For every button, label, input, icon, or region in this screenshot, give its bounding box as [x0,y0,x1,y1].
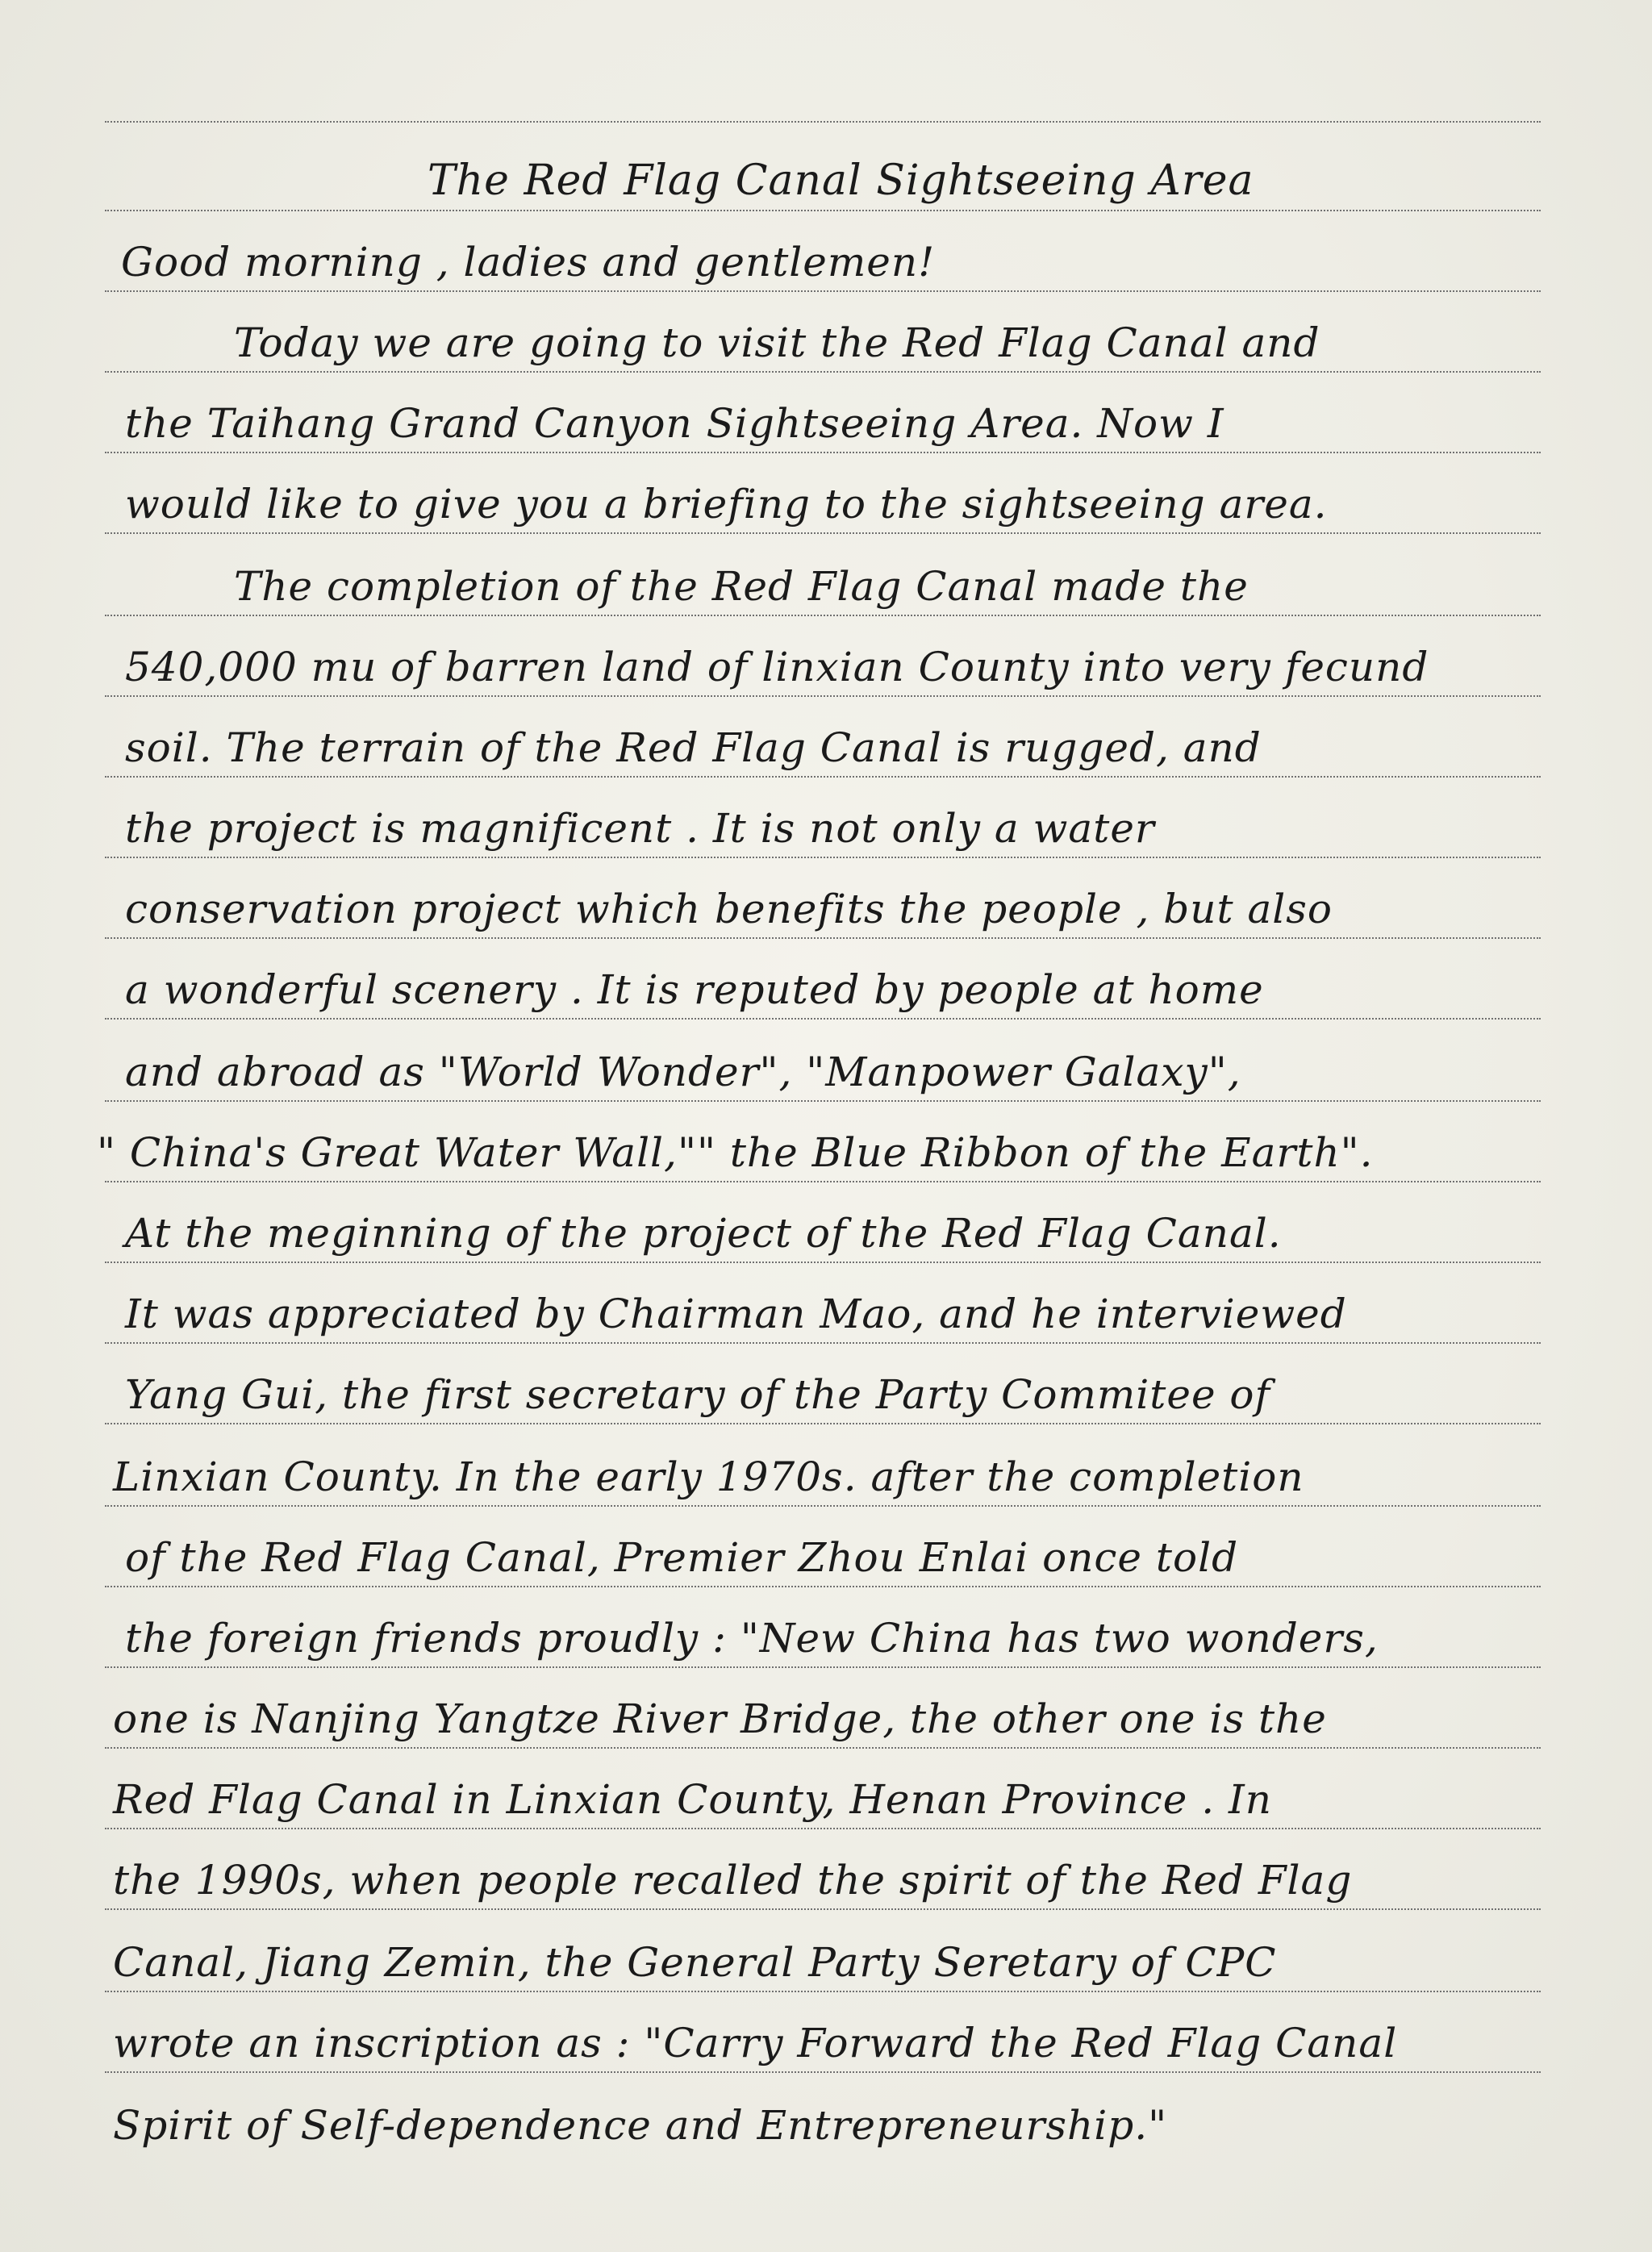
line-text: one is Nanjing Yangtze River Bridge, the other one is the [113,1695,1327,1742]
text-line [105,1586,1541,1666]
line-text: soil. The terrain of the Red Flag Canal is rugged, and [125,724,1262,771]
text-line [105,937,1541,1018]
document-title-row [105,129,1541,210]
text-line [105,1747,1541,1828]
line-text: and abroad as "World Wonder", "Manpower Galaxy", [125,1049,1241,1095]
rule-line [105,121,1541,123]
line-text: " China's Great Water Wall,"" the Blue Ribbon of the Earth". [97,1129,1374,1176]
line-text: Yang Gui, the first secretary of the Party Commitee of [125,1371,1271,1418]
text-line [105,452,1541,532]
line-text: Today we are going to visit the Red Flag Canal and [234,319,1320,366]
text-line [105,1020,1541,1100]
line-text: of the Red Flag Canal, Premier Zhou Enlai once told [125,1534,1239,1581]
line-text: the foreign friends proudly : "New China has two wonders, [125,1615,1379,1662]
ruled-lines [97,0,1541,2252]
line-text: Good morning , ladies and gentlemen! [121,239,936,286]
line-text: the Taihang Grand Canyon Sightseeing Area. Now I [125,400,1224,447]
text-line [105,776,1541,857]
line-text: The completion of the Red Flag Canal made the [234,563,1249,610]
text-line [105,1666,1541,1747]
text-line [105,1262,1541,1342]
text-line [105,371,1541,452]
text-line [105,1342,1541,1423]
line-text: It was appreciated by Chairman Mao, and he interviewed [125,1291,1347,1337]
text-line [105,1181,1541,1262]
line-text: the project is magnificent . It is not only a water [125,805,1155,852]
text-line [105,290,1541,371]
line-text: the 1990s, when people recalled the spirit of the Red Flag [113,1857,1353,1904]
line-text: conservation project which benefits the people , but also [125,886,1333,932]
text-line [105,1991,1541,2071]
text-line [105,534,1541,615]
text-line [105,1828,1541,1908]
line-text: wrote an inscription as : "Carry Forward the Red Flag Canal [113,2020,1398,2066]
text-line [97,1100,1541,1181]
text-line [105,1424,1541,1505]
line-text: At the meginning of the project of the Red Flag Canal. [125,1210,1282,1257]
line-text: a wonderful scenery . It is reputed by people at home [125,966,1264,1013]
line-text: Red Flag Canal in Linxian County, Henan Province . In [113,1776,1272,1823]
text-line [105,1910,1541,1991]
text-line [105,857,1541,937]
document-title: The Red Flag Canal Sightseeing Area [428,156,1254,205]
text-line [105,615,1541,695]
line-text: would like to give you a briefing to the sightseeing area. [125,481,1328,528]
line-text: Spirit of Self-dependence and Entrepreneurship." [113,2102,1168,2149]
line-text: Canal, Jiang Zemin, the General Party Seretary of CPC [113,1939,1277,1986]
text-line [105,2073,1541,2154]
line-text: 540,000 mu of barren land of linxian County into very fecund [125,644,1429,690]
text-line [105,210,1541,290]
text-line [105,695,1541,776]
text-line [105,1505,1541,1586]
line-text: Linxian County. In the early 1970s. after the completion [113,1453,1304,1500]
